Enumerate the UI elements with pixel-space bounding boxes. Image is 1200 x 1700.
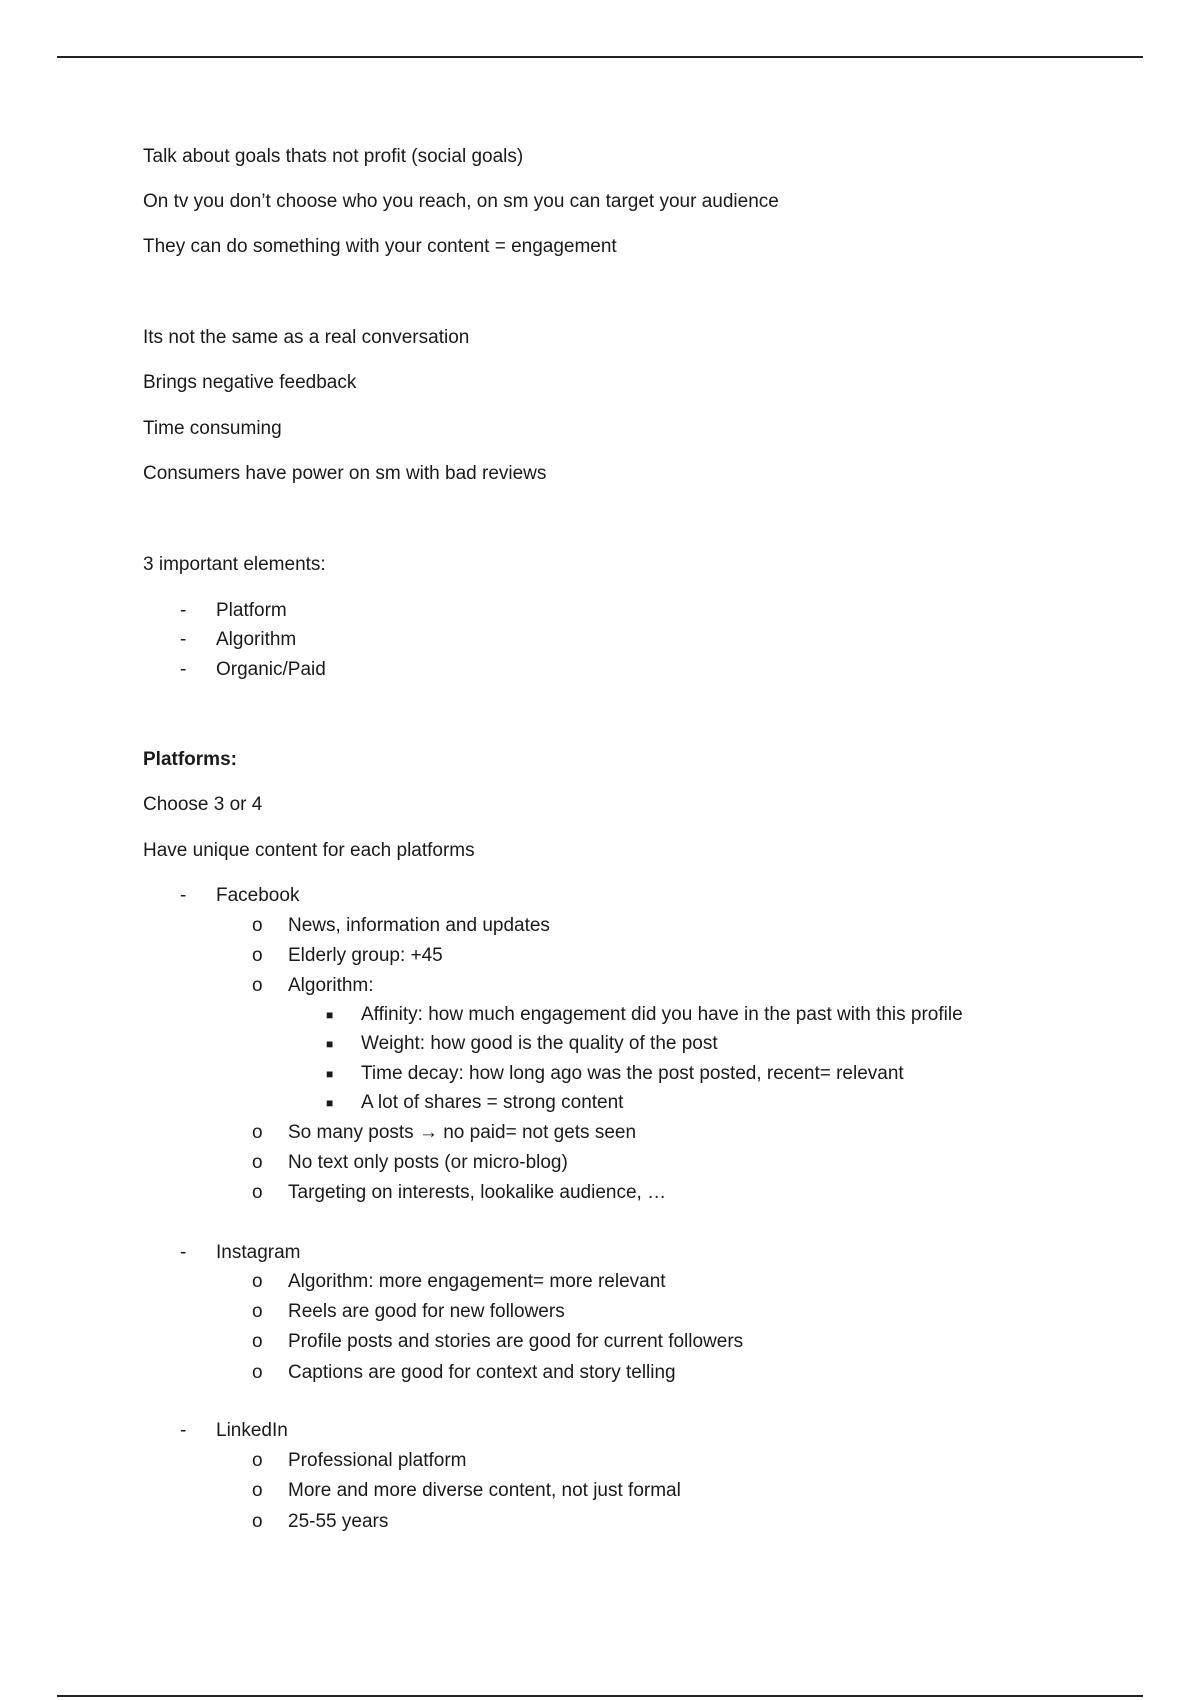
negative-line-3: Time consuming	[143, 418, 282, 439]
algorithm-item: A lot of shares = strong content	[361, 1092, 624, 1113]
circle-bullet: o	[252, 1152, 263, 1173]
square-bullet: ■	[326, 1008, 334, 1022]
element-organic-paid: Organic/Paid	[216, 659, 326, 680]
linkedin-item: 25-55 years	[288, 1511, 389, 1532]
algorithm-item: Time decay: how long ago was the post posted, recent= relevant	[361, 1063, 904, 1084]
algorithm-item: Affinity: how much engagement did you have in the past with this profile	[361, 1004, 963, 1025]
square-bullet: ■	[326, 1067, 334, 1081]
negative-line-2: Brings negative feedback	[143, 372, 357, 393]
platforms-line-2: Have unique content for each platforms	[143, 840, 475, 861]
dash-bullet: -	[180, 600, 187, 621]
dash-bullet: -	[180, 885, 187, 906]
elements-heading: 3 important elements:	[143, 554, 326, 575]
circle-bullet: o	[252, 1271, 263, 1292]
circle-bullet: o	[252, 1511, 263, 1532]
dash-bullet: -	[180, 1420, 187, 1441]
facebook-item: So many posts → no paid= not gets seen	[288, 1122, 637, 1143]
facebook-item: Elderly group: +45	[288, 945, 443, 966]
circle-bullet: o	[252, 1480, 263, 1501]
circle-bullet: o	[252, 1122, 263, 1143]
instagram-item: Captions are good for context and story telling	[288, 1362, 676, 1383]
circle-bullet: o	[252, 1450, 263, 1471]
element-algorithm: Algorithm	[216, 629, 297, 650]
square-bullet: ■	[326, 1037, 334, 1051]
linkedin-title: LinkedIn	[216, 1420, 288, 1441]
dash-bullet: -	[180, 659, 187, 680]
dash-bullet: -	[180, 1242, 187, 1263]
platforms-line-1: Choose 3 or 4	[143, 794, 263, 815]
platforms-heading: Platforms:	[143, 749, 237, 770]
facebook-item: News, information and updates	[288, 915, 550, 936]
header-rule	[57, 56, 1143, 58]
element-platform: Platform	[216, 600, 287, 621]
circle-bullet: o	[252, 975, 263, 996]
facebook-title: Facebook	[216, 885, 300, 906]
linkedin-item: Professional platform	[288, 1450, 467, 1471]
instagram-item: Profile posts and stories are good for current followers	[288, 1331, 744, 1352]
facebook-item: No text only posts (or micro-blog)	[288, 1152, 568, 1173]
instagram-title: Instagram	[216, 1242, 301, 1263]
linkedin-item: More and more diverse content, not just formal	[288, 1480, 681, 1501]
square-bullet: ■	[326, 1096, 334, 1110]
circle-bullet: o	[252, 1362, 263, 1383]
negative-line-4: Consumers have power on sm with bad reviews	[143, 463, 547, 484]
instagram-item: Reels are good for new followers	[288, 1301, 565, 1322]
facebook-item: Algorithm:	[288, 975, 374, 996]
circle-bullet: o	[252, 1301, 263, 1322]
circle-bullet: o	[252, 945, 263, 966]
dash-bullet: -	[180, 629, 187, 650]
intro-line-3: They can do something with your content = engagement	[143, 236, 617, 257]
circle-bullet: o	[252, 915, 263, 936]
facebook-item: Targeting on interests, lookalike audience, …	[288, 1182, 667, 1203]
negative-line-1: Its not the same as a real conversation	[143, 327, 470, 348]
circle-bullet: o	[252, 1182, 263, 1203]
algorithm-item: Weight: how good is the quality of the post	[361, 1033, 718, 1054]
footer-rule	[57, 1695, 1143, 1697]
instagram-item: Algorithm: more engagement= more relevant	[288, 1271, 666, 1292]
circle-bullet: o	[252, 1331, 263, 1352]
intro-line-1: Talk about goals thats not profit (social goals)	[143, 146, 524, 167]
intro-line-2: On tv you don’t choose who you reach, on sm you can target your audience	[143, 191, 779, 212]
